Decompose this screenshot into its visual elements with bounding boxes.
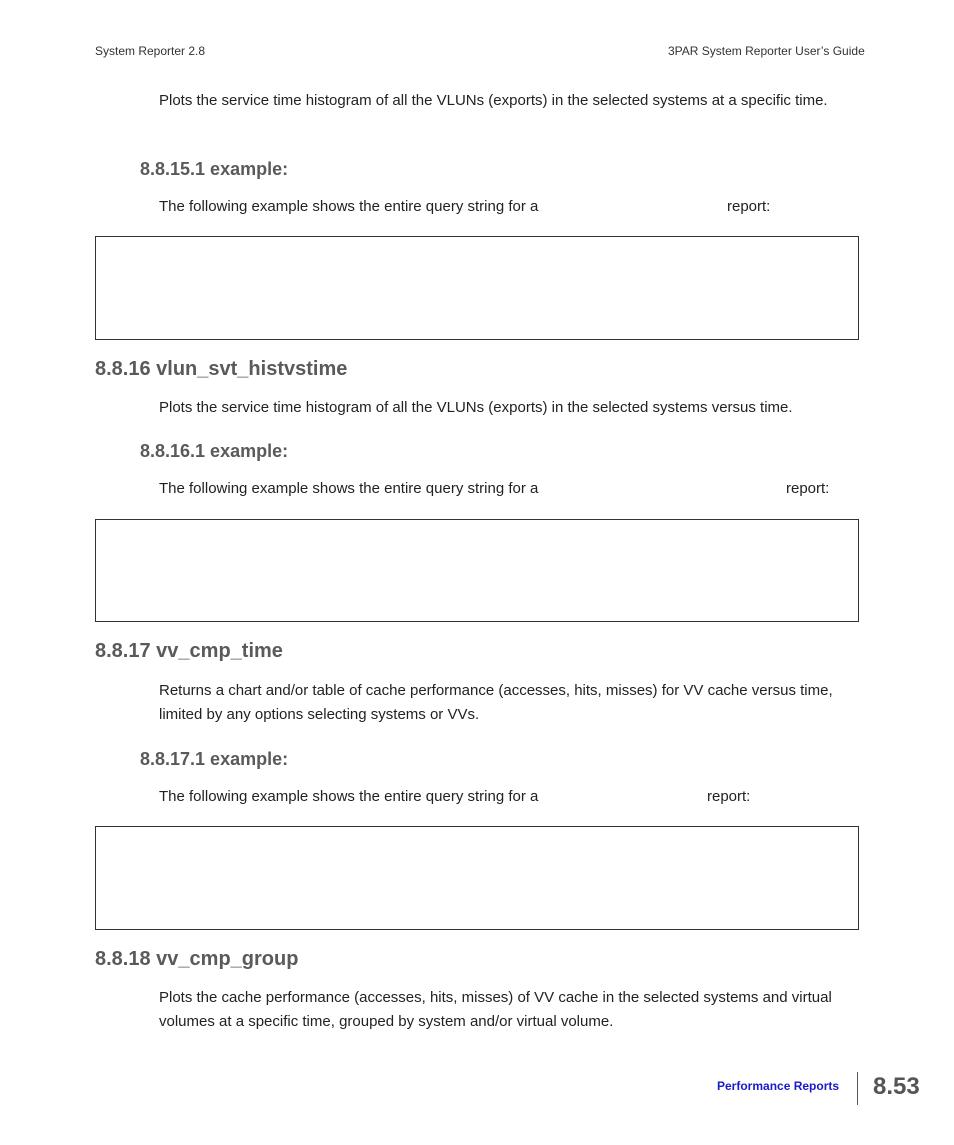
example-text-17-1: The following example shows the entire query string for a [159,788,539,805]
section-description-17: Returns a chart and/or table of cache performance (accesses, hits, misses) for VV cache versus time, limited by any options selecting systems or VVs. [159,682,833,723]
code-box-16-1 [95,519,859,622]
footer-divider [857,1072,858,1105]
intro-paragraph: Plots the service time histogram of all the VLUNs (exports) in the selected systems at a specific time. [159,92,828,109]
report-word-17-1: report: [707,788,751,805]
code-box-17-1 [95,826,859,930]
example-heading-16-1: 8.8.16.1 example: [140,441,289,461]
section-heading-16: 8.8.16 vlun_svt_histvstime [95,358,348,380]
code-box-15-1 [95,236,859,340]
example-heading-17-1: 8.8.17.1 example: [140,749,289,769]
report-word-15-1: report: [727,198,771,215]
section-description-16: Plots the service time histogram of all the VLUNs (exports) in the selected systems versus time. [159,399,793,416]
page-number: 8.53 [873,1073,920,1100]
footer-section-link[interactable]: Performance Reports [717,1079,840,1093]
running-header-left: System Reporter 2.8 [95,44,206,58]
section-heading-17: 8.8.17 vv_cmp_time [95,640,283,662]
running-header-right: 3PAR System Reporter User’s Guide [668,44,865,58]
section-heading-18: 8.8.18 vv_cmp_group [95,948,299,970]
section-description-18: Plots the cache performance (accesses, hits, misses) of VV cache in the selected systems and virtual volumes at a specific time, grouped by system and/or virtual volume. [159,989,832,1030]
example-heading-15-1: 8.8.15.1 example: [140,159,289,179]
report-word-16-1: report: [786,480,830,497]
example-text-16-1: The following example shows the entire query string for a [159,480,539,497]
example-text-15-1: The following example shows the entire query string for a [159,198,539,215]
